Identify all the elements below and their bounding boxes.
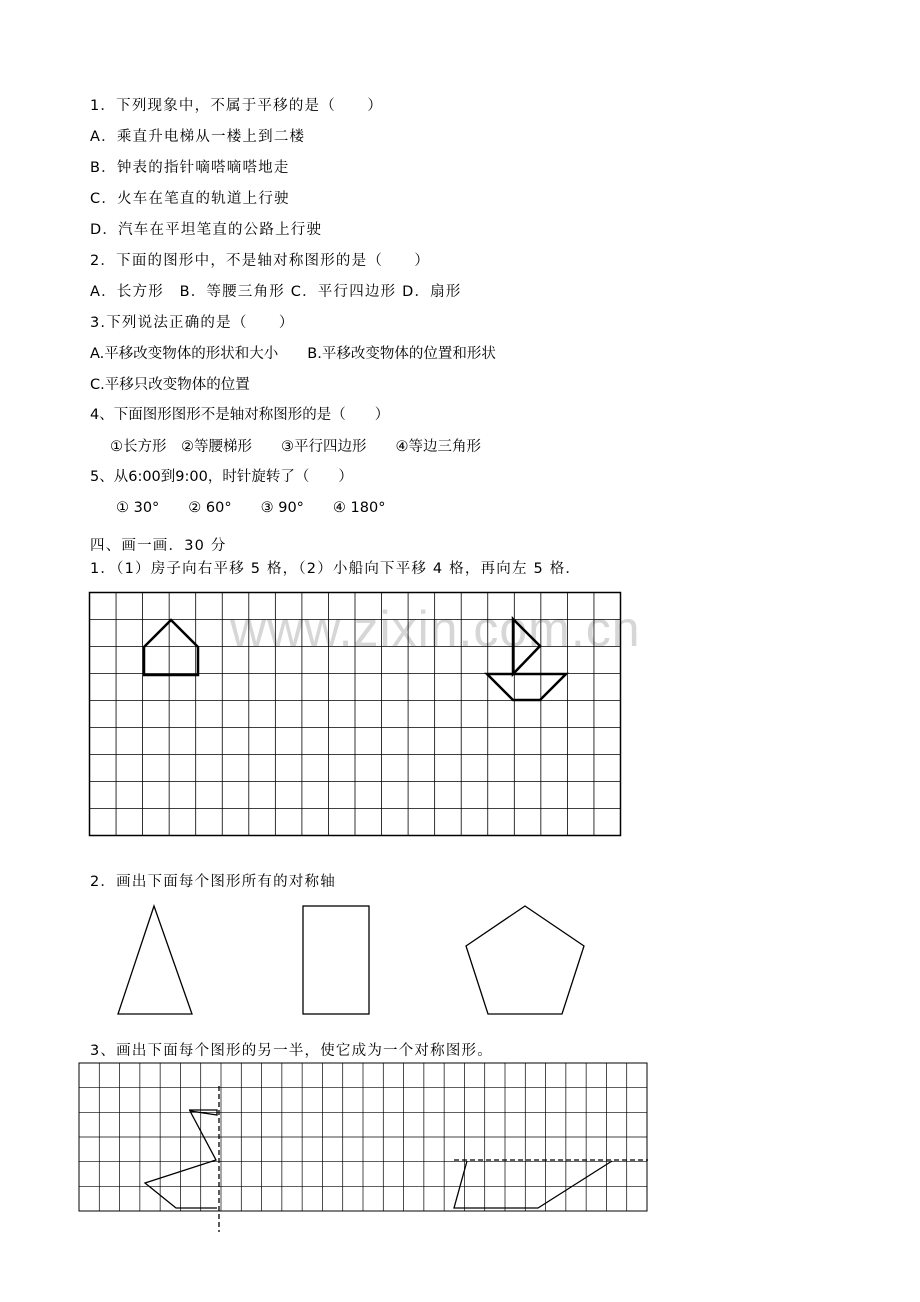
q4-stem: 4、下面图形图形不是轴对称图形的是（ ）: [90, 407, 390, 423]
watermark: www.zixin.com.cn: [230, 601, 641, 657]
q3-stem: 3.下列说法正确的是（ ）: [90, 315, 295, 331]
q1-option-d: D．汽车在平坦笔直的公路上行驶: [90, 222, 323, 238]
grid-symmetry: [78, 1062, 650, 1234]
q3-option-c: C.平移只改变物体的位置: [90, 377, 250, 393]
isosceles-triangle-shape: [118, 906, 192, 1014]
q3-options-ab: A.平移改变物体的形状和大小 B.平移改变物体的位置和形状: [90, 346, 496, 362]
task2-text: 2．画出下面每个图形所有的对称轴: [90, 874, 336, 890]
task3-text: 3、画出下面每个图形的另一半，使它成为一个对称图形。: [90, 1043, 493, 1059]
left-half-figure: [145, 1110, 217, 1208]
symmetry-shapes: [110, 900, 630, 1020]
q1-option-c: C．火车在笔直的轨道上行驶: [90, 191, 290, 207]
q1-option-b: B．钟表的指针嘀嗒嘀嗒地走: [90, 160, 290, 176]
boat-hull-shape: [487, 674, 566, 700]
rectangle-shape: [303, 906, 369, 1014]
q1-stem: 1．下列现象中，不属于平移的是（ ）: [90, 98, 384, 114]
q4-options: ①长方形 ②等腰梯形 ③平行四边形 ④等边三角形: [110, 439, 481, 455]
q2-stem: 2．下面的图形中，不是轴对称图形的是（ ）: [90, 253, 431, 269]
q5-stem: 5、从6:00到9:00，时针旋转了（ ）: [90, 469, 353, 485]
task1-text: 1．（1）房子向右平移 5 格，（2）小船向下平移 4 格，再向左 5 格．: [90, 561, 582, 577]
right-half-figure: [454, 1161, 612, 1208]
grid-translation: [88, 591, 622, 837]
section4-title: 四、画一画．30 分: [90, 538, 227, 554]
house-shape: [144, 620, 198, 675]
q2-options: A．长方形 B．等腰三角形 C．平行四边形 D．扇形: [90, 284, 462, 300]
q1-option-a: A．乘直升电梯从一楼上到二楼: [90, 129, 306, 145]
pentagon-shape: [466, 906, 584, 1014]
q5-options: ① 30° ② 60° ③ 90° ④ 180°: [116, 500, 386, 516]
